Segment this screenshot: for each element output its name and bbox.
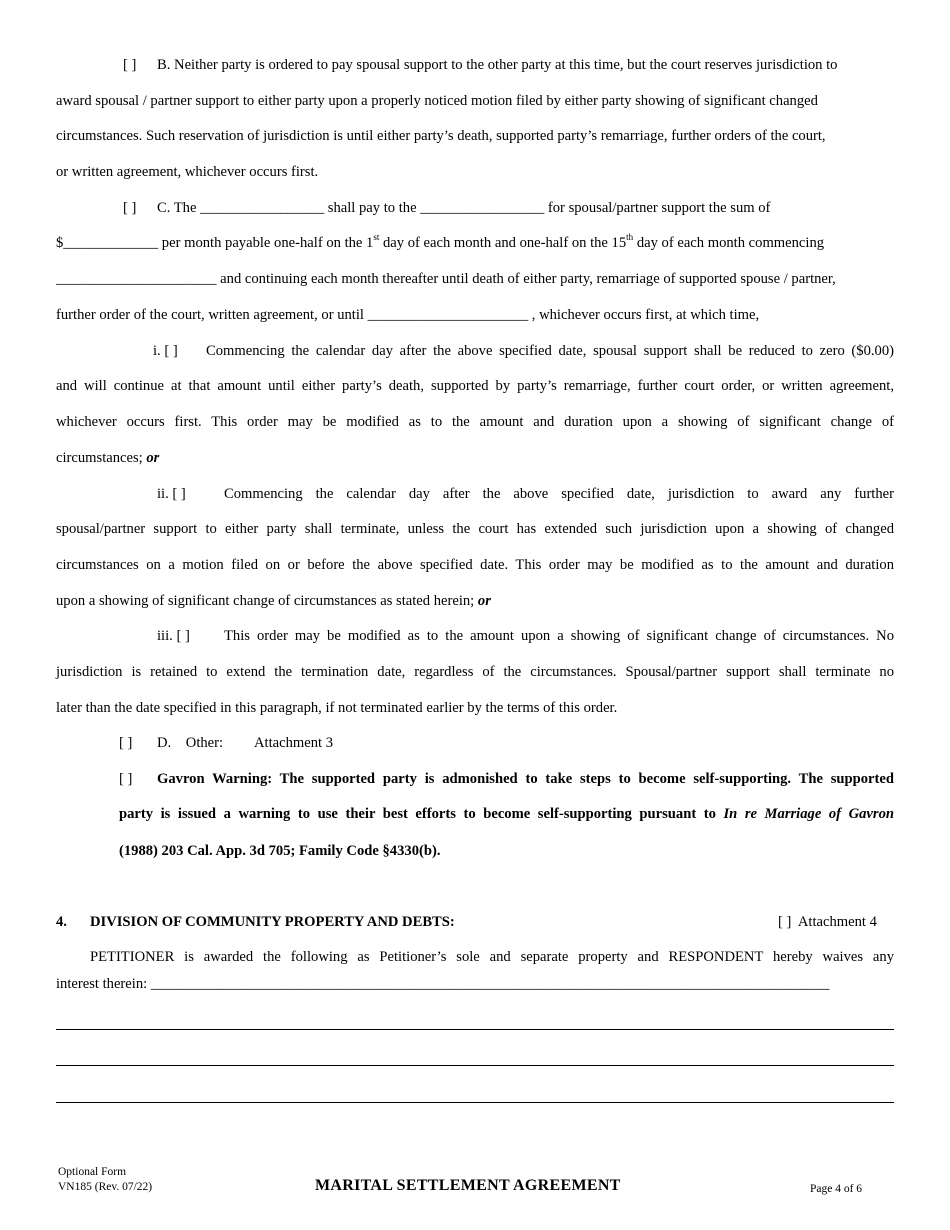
superscript-th: th	[626, 232, 634, 243]
option-i-line2: and will continue at that amount until either party’s death, supported by party’s remarriage, further court order, or written agreement,	[56, 378, 894, 394]
paragraph-c-line2c: day of each month commencing	[633, 235, 825, 251]
gavron-line2	[119, 805, 894, 823]
checkbox-b[interactable]: [ ]	[123, 57, 137, 73]
section-4-title: DIVISION OF COMMUNITY PROPERTY AND DEBTS:	[90, 914, 455, 930]
option-ii-line1: Commencing the calendar day after the above specified date, jurisdiction to award any further	[224, 486, 894, 502]
paragraph-c-line4: further order of the court, written agreement, or until ______________________ , whichever occurs first, at which time,	[56, 307, 760, 323]
option-i-checkbox[interactable]: i. [ ]	[153, 343, 178, 359]
footer-page-number: Page 4 of 6	[810, 1183, 863, 1195]
option-ii-line4	[56, 592, 894, 610]
option-i-or: or	[146, 450, 160, 466]
option-ii-checkbox[interactable]: ii. [ ]	[157, 486, 186, 502]
footer-form-number: VN185 (Rev. 07/22)	[58, 1181, 153, 1193]
paragraph-b-line2: award spousal / partner support to either party upon a properly noticed motion filed by either party showing of significant changed	[56, 93, 818, 109]
paragraph-c-line1: C. The _________________ shall pay to the _________________ for spousal/partner support the sum of	[157, 200, 771, 216]
paragraph-d-attachment: Attachment 3	[254, 735, 334, 751]
paragraph-c-line2b: day of each month and one-half on the 15	[379, 235, 627, 251]
option-ii-or: or	[477, 593, 491, 609]
blank-line-2[interactable]	[56, 1065, 894, 1066]
gavron-line3: (1988) 203 Cal. App. 3d 705; Family Code §4330(b).	[119, 843, 441, 859]
checkbox-d[interactable]: [ ]	[119, 735, 133, 751]
paragraph-c-line2a: $_____________ per month payable one-half on the 1	[56, 235, 374, 251]
paragraph-c-line3: ______________________ and continuing each month thereafter until death of either party, remarriage of supported spouse / partner,	[56, 271, 836, 287]
option-i-line4	[56, 449, 894, 467]
checkbox-gavron[interactable]: [ ]	[119, 771, 133, 787]
section-4-paragraph-line2[interactable]: interest therein: _____________________________________________________________________________________________	[56, 976, 830, 992]
superscript-st: st	[373, 232, 380, 243]
paragraph-b-line4: or written agreement, whichever occurs first.	[56, 164, 319, 180]
option-i-line1: Commencing the calendar day after the above specified date, spousal support shall be reduced to zero ($0.00)	[206, 343, 894, 359]
option-ii-line2: spousal/partner support to either party shall terminate, unless the court has extended such jurisdiction upon a showing of changed	[56, 521, 894, 537]
paragraph-b-line3: circumstances. Such reservation of jurisdiction is until either party’s death, supported party’s remarriage, further orders of the court,	[56, 128, 826, 144]
gavron-line2-text: party is issued a warning to use their best efforts to become self-supporting pursuant to	[119, 806, 724, 822]
blank-line-1[interactable]	[56, 1029, 894, 1030]
option-iii-line1: This order may be modified as to the amount upon a showing of significant change of circumstances. No	[224, 628, 894, 644]
section-4-attachment-checkbox[interactable]: [ ] Attachment 4	[778, 914, 877, 930]
paragraph-b-line1: B. Neither party is ordered to pay spousal support to the other party at this time, but the court reserves jurisdiction to	[157, 57, 838, 73]
section-4-paragraph-line1: PETITIONER is awarded the following as Petitioner’s sole and separate property and RESPONDENT hereby waives any	[90, 949, 894, 965]
blank-line-3[interactable]	[56, 1102, 894, 1103]
option-ii-line3: circumstances on a motion filed on or before the above specified date. This order may be modified as to the amount and duration	[56, 557, 894, 573]
checkbox-c[interactable]: [ ]	[123, 200, 137, 216]
option-iii-line2: jurisdiction is retained to extend the termination date, regardless of the circumstances. Spousal/partner support shall terminate no	[56, 664, 894, 680]
option-i-line4-text: circumstances;	[56, 450, 143, 466]
footer-title: MARITAL SETTLEMENT AGREEMENT	[315, 1177, 621, 1194]
paragraph-d-label: D. Other:	[157, 735, 224, 751]
section-4-number: 4.	[56, 914, 67, 930]
footer-form-label: Optional Form	[58, 1166, 127, 1178]
option-iii-checkbox[interactable]: iii. [ ]	[157, 628, 190, 644]
option-iii-line3: later than the date specified in this paragraph, if not terminated earlier by the terms of this order.	[56, 700, 618, 716]
gavron-case-name: In re Marriage of Gavron	[723, 806, 894, 822]
option-i-line3: whichever occurs first. This order may be modified as to the amount and duration upon a showing of significant change of	[56, 414, 894, 430]
option-ii-line4-text: upon a showing of significant change of circumstances as stated herein;	[56, 593, 475, 609]
paragraph-c-line2	[56, 234, 894, 252]
gavron-line1: Gavron Warning: The supported party is admonished to take steps to become self-supporting. The supported	[157, 771, 894, 787]
